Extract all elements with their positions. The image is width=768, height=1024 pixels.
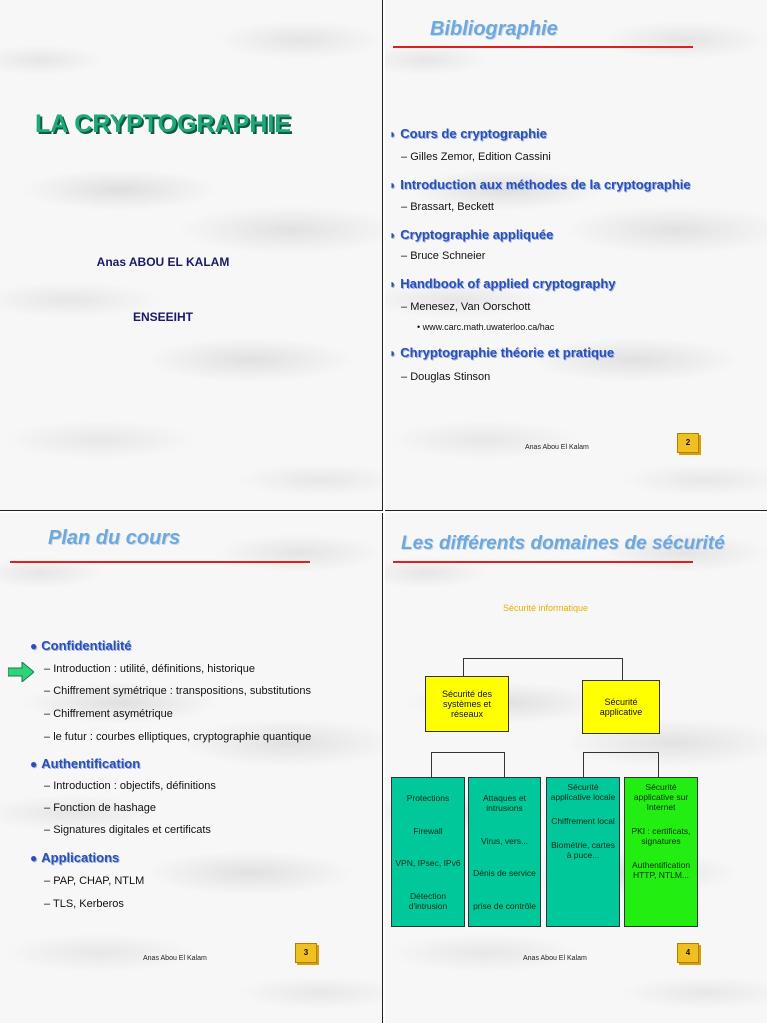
leaf-box-attacks: Attaques et intrusions Virus, vers... Dénis de service prise de contrôle xyxy=(468,777,541,927)
slide-title: Plan du cours xyxy=(48,527,181,549)
section-item: – Introduction : utilité, définitions, historique xyxy=(44,663,255,675)
slide-1 xyxy=(0,0,383,511)
domain-box-applicative: Sécurité applicative xyxy=(582,680,660,734)
biblio-sub: – Gilles Zemor, Edition Cassini xyxy=(401,151,551,163)
slide-2 xyxy=(385,0,767,511)
page-number: 4 xyxy=(677,943,699,963)
main-title: LA CRYPTOGRAPHIE xyxy=(34,110,292,138)
connector-line xyxy=(622,658,623,680)
diagram-root-label: Sécurité informatique xyxy=(503,603,589,613)
biblio-sub: – Brassart, Beckett xyxy=(401,201,494,213)
slide-3 xyxy=(0,513,383,1023)
section-item: – Fonction de hashage xyxy=(44,802,156,814)
biblio-sub: – Douglas Stinson xyxy=(401,371,491,383)
section-item: – le futur : courbes elliptiques, cryptographie quantique xyxy=(44,731,312,743)
slide-title: Les différents domaines de sécurité xyxy=(401,533,725,554)
biblio-sub: – Bruce Schneier xyxy=(401,250,486,262)
connector-line xyxy=(504,752,505,777)
leaf-box-internet-app: Sécurité applicative sur Internet PKI : certificats, signatures Authentification HTTP, NTLM... xyxy=(624,777,698,927)
title-underline xyxy=(393,561,693,563)
author-name: Anas ABOU EL KALAM xyxy=(96,255,230,269)
biblio-item: ◗ Introduction aux méthodes de la cryptographie xyxy=(389,177,691,192)
arrow-right-icon xyxy=(8,662,34,682)
leaf-box-protections: Protections Firewall VPN, IPsec, IPv6 Détection d'intrusion xyxy=(391,777,465,927)
title-underline xyxy=(393,46,693,48)
section-item: – TLS, Kerberos xyxy=(44,898,124,910)
connector-line xyxy=(658,752,659,777)
connector-line xyxy=(583,752,584,777)
page-number: 2 xyxy=(677,433,699,453)
section-item: – PAP, CHAP, NTLM xyxy=(44,875,145,887)
connector-line xyxy=(463,658,464,676)
section-item: – Chiffrement asymétrique xyxy=(44,708,173,720)
biblio-url: • www.carc.math.uwaterloo.ca/hac xyxy=(417,322,555,332)
bullet-icon: ◗ xyxy=(389,277,397,291)
domain-box-systems: Sécurité des systèmes et réseaux xyxy=(425,676,509,732)
bullet-icon: ● xyxy=(30,757,38,771)
section-heading: ● Authentification xyxy=(30,756,141,771)
slide-footer: Anas Abou El Kalam xyxy=(143,955,207,962)
connector-line xyxy=(431,752,432,777)
connector-line xyxy=(583,752,659,753)
bullet-icon: ◗ xyxy=(389,228,397,242)
section-heading: ● Applications xyxy=(30,850,120,865)
school-name: ENSEEIHT xyxy=(132,310,193,324)
biblio-item: ◗ Handbook of applied cryptography xyxy=(389,276,616,291)
bullet-icon: ● xyxy=(30,851,38,865)
biblio-sub: – Menesez, Van Oorschott xyxy=(401,301,531,313)
section-heading: ● Confidentialité xyxy=(30,638,132,653)
page-number: 3 xyxy=(295,943,317,963)
bullet-icon: ◗ xyxy=(389,127,397,141)
slide-footer: Anas Abou El Kalam xyxy=(523,955,587,962)
slide-title: Bibliographie xyxy=(430,18,558,40)
biblio-item: ◗ Cryptographie appliquée xyxy=(389,227,554,242)
leaf-box-local-app: Sécurité applicative locale Chiffrement local Biométrie, cartes à puce... xyxy=(546,777,620,927)
bullet-icon: ◗ xyxy=(389,346,397,360)
bullet-icon: ● xyxy=(30,639,38,653)
slide-footer: Anas Abou El Kalam xyxy=(525,444,589,451)
connector-line xyxy=(431,752,505,753)
biblio-item: ◗ Cours de cryptographie xyxy=(389,126,547,141)
title-underline xyxy=(10,561,310,563)
bullet-icon: ◗ xyxy=(389,178,397,192)
section-item: – Introduction : objectifs, définitions xyxy=(44,780,216,792)
slide-4 xyxy=(385,513,767,1023)
section-item: – Signatures digitales et certificats xyxy=(44,824,211,836)
biblio-item: ◗ Chryptographie théorie et pratique xyxy=(389,345,615,360)
connector-line xyxy=(463,658,623,659)
section-item: – Chiffrement symétrique : transpositions, substitutions xyxy=(44,685,311,697)
